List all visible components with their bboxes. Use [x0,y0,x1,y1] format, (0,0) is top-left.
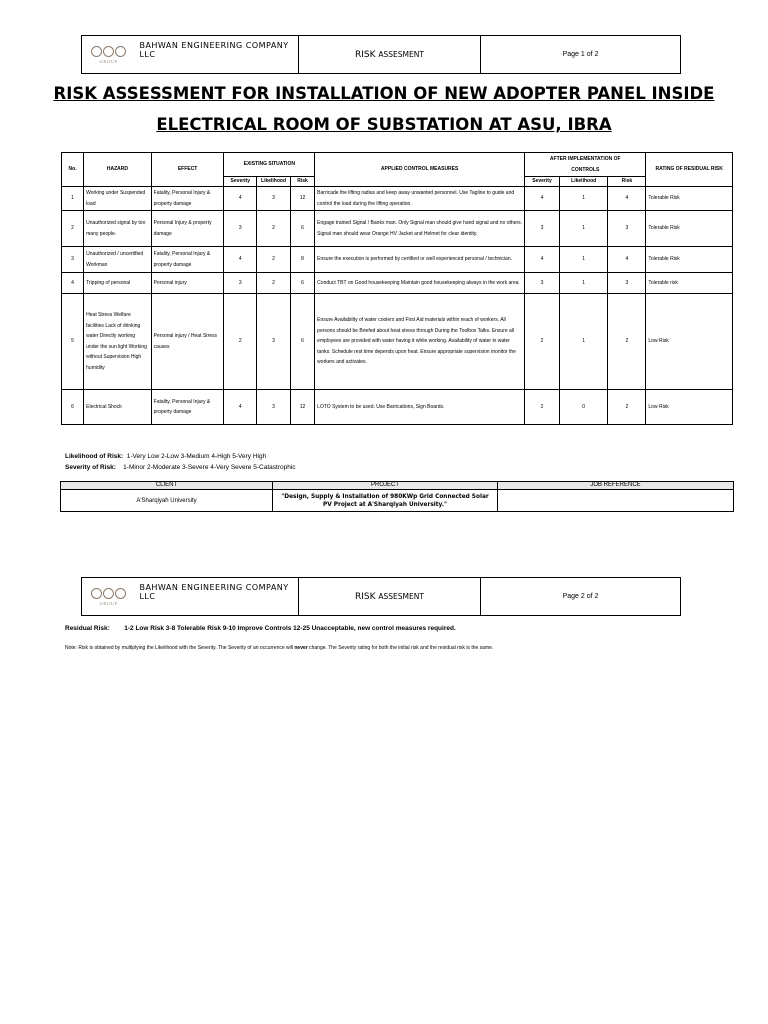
col-header-effect: EFFECT [151,153,224,187]
table-row [62,294,733,390]
cell-control: Ensure Availability of water coolers and First Aid materials within reach of workers. All persons should be Briefed about heat stress through During the Toolbox Talks. Ensure all employees are provided with water having it while working. Availability of water in water tanks. Schedule rest time depends upon heat. Ensure appropriate supervision monitor the workers and activates. [315,294,525,390]
cell-risk-after: 3 [608,273,646,294]
company-cell [82,578,299,615]
client-value: A'Sharqiyah University [61,490,273,512]
col-header-likelihood: Likelihood [257,177,291,187]
likelihood-legend: Likelihood of Risk: 1-Very Low 2-Low 3-Medium 4-High 5-Very High [65,453,267,460]
risk-assessment-label: RISK ASSESMENT [355,591,424,602]
cell-rating: Tolerable Risk [646,187,733,211]
table-row [62,390,733,425]
severity-legend: Severity of Risk: 1-Minor 2-Moderate 3-Severe 4-Very Severe 5-Catastrophic [65,464,296,471]
cell-likelihood: 2 [257,211,291,247]
client-header: CLIENT [61,482,273,490]
cell-hazard: Electrical Shock [84,390,152,425]
page-header-1 [81,35,681,74]
document-title-line-2: ELECTRICAL ROOM OF SUBSTATION AT ASU, IBRA [156,115,612,134]
client-project-table [60,481,734,512]
risk-assessment-cell [299,36,481,73]
col-header-after: AFTER IMPLEMENTATION OF CONTROLS [525,153,646,177]
residual-risk-legend: Residual Risk: 1-2 Low Risk 3-8 Tolerable Risk 9-10 Improve Controls 12-25 Unacceptable, new control measures required. [65,625,456,632]
page-header-2 [81,577,681,616]
cell-risk-after: 4 [608,187,646,211]
cell-control: Ensure the execution is performed by certified or well experienced personal / technician. [315,247,525,273]
cell-no: 1 [62,187,84,211]
cell-severity-after: 2 [525,390,560,425]
cell-effect: Fatality, Personal Injury & property damage [151,187,224,211]
cell-risk: 8 [290,247,314,273]
table-row [62,247,733,273]
cell-effect: Fatality, Personal Injury & property damage [151,390,224,425]
cell-likelihood-after: 1 [559,273,608,294]
cell-severity-after: 3 [525,273,560,294]
cell-risk: 6 [290,294,314,390]
cell-severity: 4 [224,187,257,211]
cell-control: Barricade the lifting radius and keep away unwanted personnel. Use Tagline to guide and control the load during the lifting operation. [315,187,525,211]
cell-severity: 2 [224,294,257,390]
cell-severity: 4 [224,390,257,425]
table-header-row [62,153,733,177]
page-number: Page 1 of 2 [562,51,599,58]
cell-risk-after: 3 [608,211,646,247]
cell-no: 3 [62,247,84,273]
col-header-likelihood-after: Likelihood [559,177,608,187]
cell-hazard: Heat Stress Welfare facilities Lack of drinking water Directly working under the sun light Working without Supervision High humidity [84,294,152,390]
risk-note: Note: Risk is obtained by multiplying the Likelihood with the Severity. The Severity of an occurrence will never change. The Severity rating for both the initial risk and the residual risk is the same. [65,645,494,651]
cell-rating: Tolerable Risk [646,211,733,247]
cell-hazard: Unauthorized signal by too many people. [84,211,152,247]
cell-hazard: Working under Suspended load [84,187,152,211]
col-header-severity-after: Severity [525,177,560,187]
page-number: Page 2 of 2 [562,593,599,600]
project-header: PROJECT [273,482,498,490]
cell-risk-after: 2 [608,390,646,425]
company-name: BAHWAN ENGINEERING COMPANY LLC [139,582,289,601]
cell-likelihood: 3 [257,294,291,390]
cell-rating: Low Risk [646,390,733,425]
company-logo: GROUP [88,40,129,70]
cell-severity: 3 [224,211,257,247]
col-header-no: No. [62,153,84,187]
cell-likelihood-after: 1 [559,211,608,247]
cell-likelihood: 2 [257,273,291,294]
cell-likelihood-after: 0 [559,390,608,425]
cell-risk: 12 [290,187,314,211]
cell-effect: Fatality, Personal Injury & property damage [151,247,224,273]
cell-severity-after: 4 [525,247,560,273]
company-name: BAHWAN ENGINEERING COMPANY LLC [139,40,289,59]
col-header-severity: Severity [224,177,257,187]
risk-assessment-cell [299,578,481,615]
cell-hazard: Unauthorized / uncertified Workman [84,247,152,273]
cell-risk: 6 [290,211,314,247]
job-reference-header: JOB REFERENCE [498,482,734,490]
cell-likelihood: 3 [257,187,291,211]
client-body-row [61,490,734,512]
cell-risk-after: 2 [608,294,646,390]
cell-effect: Personal Injury & property damage [151,211,224,247]
cell-rating: Tolerable Risk [646,247,733,273]
page-number-cell [481,36,680,73]
cell-severity: 4 [224,247,257,273]
col-header-risk: Risk [290,177,314,187]
cell-likelihood-after: 1 [559,187,608,211]
col-header-hazard: HAZARD [84,153,152,187]
cell-risk: 12 [290,390,314,425]
company-logo: GROUP [88,582,129,612]
cell-no: 4 [62,273,84,294]
cell-no: 5 [62,294,84,390]
risk-assessment-label: RISK ASSESMENT [355,49,424,60]
document-title-line-1: RISK ASSESSMENT FOR INSTALLATION OF NEW ADOPTER PANEL INSIDE [53,84,715,103]
job-reference-value [498,490,734,512]
cell-effect: Personal injury / Heat Stress causes [151,294,224,390]
cell-hazard: Tripping of personal [84,273,152,294]
col-header-existing: EXISTING SITUATION [224,153,315,177]
cell-rating: Tolerable risk [646,273,733,294]
cell-severity-after: 4 [525,187,560,211]
cell-no: 6 [62,390,84,425]
cell-likelihood-after: 1 [559,247,608,273]
cell-risk: 6 [290,273,314,294]
company-cell [82,36,299,73]
client-header-row [61,482,734,490]
project-value: "Design, Supply & Installation of 980KWp Grid Connected Solar PV Project at A'Sharqiyah University." [273,490,498,512]
cell-severity: 3 [224,273,257,294]
cell-severity-after: 2 [525,294,560,390]
cell-risk-after: 4 [608,247,646,273]
col-header-risk-after: Risk [608,177,646,187]
cell-control: Engage trained Signal / Banks man. Only Signal man should give hand signal and no others. Signal man should wear Orange HV Jacket and Helmet for clear identity. [315,211,525,247]
cell-likelihood: 2 [257,247,291,273]
col-header-applied: APPLIED CONTROL MEASURES [315,153,525,187]
risk-assessment-table [61,152,733,425]
cell-likelihood-after: 1 [559,294,608,390]
cell-severity-after: 3 [525,211,560,247]
col-header-rating: RATING OF RESIDUAL RISK [646,153,733,187]
cell-no: 2 [62,211,84,247]
cell-control: LOTO System to be used. Use Barrications, Sign Boards. [315,390,525,425]
cell-likelihood: 3 [257,390,291,425]
cell-effect: Personal injury [151,273,224,294]
table-row [62,187,733,211]
table-row [62,211,733,247]
page-number-cell [481,578,680,615]
cell-control: Conduct TBT on Good housekeeping Maintain good housekeeping always in the work area [315,273,525,294]
cell-rating: Low Risk [646,294,733,390]
table-row [62,273,733,294]
